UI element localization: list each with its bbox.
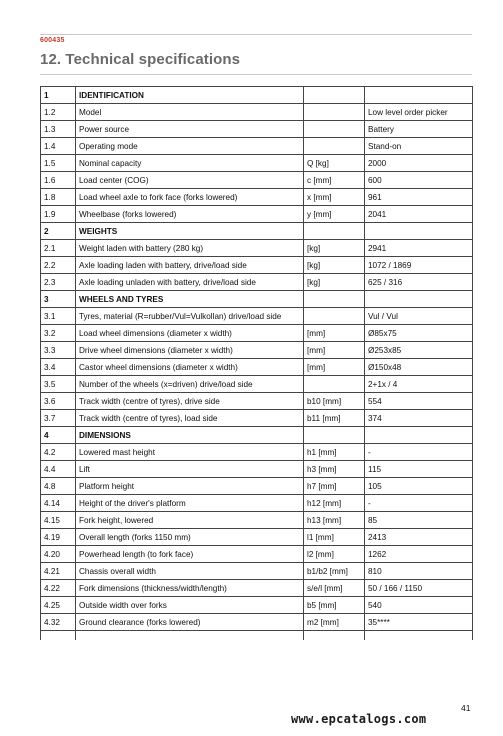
unit-cell: l2 [mm]	[304, 546, 365, 563]
table-trailing-space	[41, 631, 473, 640]
value-cell: 85	[365, 512, 473, 529]
unit-cell	[304, 291, 365, 308]
page-number: 41	[461, 703, 471, 713]
empty-cell	[76, 631, 304, 640]
document-code: 600435	[40, 37, 65, 44]
unit-cell: b10 [mm]	[304, 393, 365, 410]
value-cell: 1262	[365, 546, 473, 563]
section-header-row	[41, 291, 473, 308]
unit-cell: b1/b2 [mm]	[304, 563, 365, 580]
value-cell: 961	[365, 189, 473, 206]
description-cell: Axle loading laden with battery, drive/load side	[76, 257, 304, 274]
unit-cell: [kg]	[304, 274, 365, 291]
unit-cell: h13 [mm]	[304, 512, 365, 529]
table-row	[41, 308, 473, 325]
row-number-cell: 4.2	[41, 444, 76, 461]
table-row	[41, 546, 473, 563]
row-number-cell: 3.6	[41, 393, 76, 410]
unit-cell: [mm]	[304, 359, 365, 376]
value-cell	[365, 223, 473, 240]
row-number-cell: 1.2	[41, 104, 76, 121]
empty-cell	[41, 631, 76, 640]
empty-cell	[304, 631, 365, 640]
unit-cell	[304, 87, 365, 104]
table-row	[41, 189, 473, 206]
table-row	[41, 461, 473, 478]
unit-cell: y [mm]	[304, 206, 365, 223]
row-number-cell: 4.32	[41, 614, 76, 631]
unit-cell: s/e/l [mm]	[304, 580, 365, 597]
row-number-cell: 4.4	[41, 461, 76, 478]
row-number-cell: 3.1	[41, 308, 76, 325]
value-cell: 810	[365, 563, 473, 580]
unit-cell: [mm]	[304, 342, 365, 359]
unit-cell: h12 [mm]	[304, 495, 365, 512]
page-title: 12. Technical specifications	[40, 51, 241, 68]
description-cell: Nominal capacity	[76, 155, 304, 172]
top-rule	[40, 34, 472, 35]
row-number-cell: 2	[41, 223, 76, 240]
unit-cell: b5 [mm]	[304, 597, 365, 614]
description-cell: DIMENSIONS	[76, 427, 304, 444]
description-cell: WEIGHTS	[76, 223, 304, 240]
unit-cell: h7 [mm]	[304, 478, 365, 495]
table-row	[41, 478, 473, 495]
unit-cell: h1 [mm]	[304, 444, 365, 461]
table-row	[41, 206, 473, 223]
table-row	[41, 138, 473, 155]
row-number-cell: 1.9	[41, 206, 76, 223]
row-number-cell: 3.4	[41, 359, 76, 376]
unit-cell: m2 [mm]	[304, 614, 365, 631]
description-cell: Fork dimensions (thickness/width/length)	[76, 580, 304, 597]
unit-cell: [mm]	[304, 325, 365, 342]
description-cell: Fork height, lowered	[76, 512, 304, 529]
unit-cell	[304, 376, 365, 393]
description-cell: Outside width over forks	[76, 597, 304, 614]
row-number-cell: 2.3	[41, 274, 76, 291]
description-cell: Operating mode	[76, 138, 304, 155]
value-cell: 1072 / 1869	[365, 257, 473, 274]
description-cell: Lowered mast height	[76, 444, 304, 461]
table-row	[41, 257, 473, 274]
specifications-table	[40, 86, 473, 640]
value-cell: 374	[365, 410, 473, 427]
row-number-cell: 1.4	[41, 138, 76, 155]
watermark: www.epcatalogs.com	[291, 712, 427, 726]
value-cell	[365, 87, 473, 104]
table-row	[41, 410, 473, 427]
row-number-cell: 1	[41, 87, 76, 104]
row-number-cell: 4.14	[41, 495, 76, 512]
description-cell: Model	[76, 104, 304, 121]
table-row	[41, 325, 473, 342]
description-cell: Axle loading unladen with battery, drive/load side	[76, 274, 304, 291]
value-cell: 2041	[365, 206, 473, 223]
description-cell: Drive wheel dimensions (diameter x width)	[76, 342, 304, 359]
description-cell: Load center (COG)	[76, 172, 304, 189]
unit-cell: [kg]	[304, 240, 365, 257]
table-row	[41, 563, 473, 580]
value-cell: Battery	[365, 121, 473, 138]
value-cell: Ø253x85	[365, 342, 473, 359]
row-number-cell: 3	[41, 291, 76, 308]
value-cell: 625 / 316	[365, 274, 473, 291]
value-cell: 540	[365, 597, 473, 614]
description-cell: Wheelbase (forks lowered)	[76, 206, 304, 223]
value-cell: -	[365, 495, 473, 512]
row-number-cell: 4.8	[41, 478, 76, 495]
description-cell: Lift	[76, 461, 304, 478]
value-cell: 105	[365, 478, 473, 495]
row-number-cell: 3.2	[41, 325, 76, 342]
description-cell: WHEELS AND TYRES	[76, 291, 304, 308]
table-row	[41, 240, 473, 257]
table-row	[41, 121, 473, 138]
value-cell: 2000	[365, 155, 473, 172]
row-number-cell: 4.25	[41, 597, 76, 614]
table-row	[41, 512, 473, 529]
row-number-cell: 2.2	[41, 257, 76, 274]
unit-cell	[304, 427, 365, 444]
unit-cell	[304, 121, 365, 138]
value-cell: -	[365, 444, 473, 461]
value-cell: 115	[365, 461, 473, 478]
value-cell: Stand-on	[365, 138, 473, 155]
description-cell: Number of the wheels (x=driven) drive/load side	[76, 376, 304, 393]
specifications-table-body	[41, 87, 473, 640]
description-cell: Load wheel dimensions (diameter x width)	[76, 325, 304, 342]
row-number-cell: 4.22	[41, 580, 76, 597]
value-cell: 554	[365, 393, 473, 410]
table-row	[41, 393, 473, 410]
value-cell: 2+1x / 4	[365, 376, 473, 393]
row-number-cell: 2.1	[41, 240, 76, 257]
row-number-cell: 3.3	[41, 342, 76, 359]
value-cell: 2941	[365, 240, 473, 257]
table-row	[41, 444, 473, 461]
table-row	[41, 495, 473, 512]
table-row	[41, 274, 473, 291]
unit-cell: h3 [mm]	[304, 461, 365, 478]
row-number-cell: 3.7	[41, 410, 76, 427]
row-number-cell: 1.3	[41, 121, 76, 138]
unit-cell: b11 [mm]	[304, 410, 365, 427]
description-cell: Powerhead length (to fork face)	[76, 546, 304, 563]
row-number-cell: 4.21	[41, 563, 76, 580]
description-cell: Load wheel axle to fork face (forks lowered)	[76, 189, 304, 206]
description-cell: Ground clearance (forks lowered)	[76, 614, 304, 631]
value-cell: 50 / 166 / 1150	[365, 580, 473, 597]
value-cell: 35****	[365, 614, 473, 631]
unit-cell	[304, 308, 365, 325]
description-cell: IDENTIFICATION	[76, 87, 304, 104]
row-number-cell: 4.19	[41, 529, 76, 546]
unit-cell	[304, 104, 365, 121]
row-number-cell: 3.5	[41, 376, 76, 393]
value-cell: Ø150x48	[365, 359, 473, 376]
value-cell	[365, 291, 473, 308]
description-cell: Overall length (forks 1150 mm)	[76, 529, 304, 546]
table-row	[41, 104, 473, 121]
table-row	[41, 376, 473, 393]
table-row	[41, 342, 473, 359]
table-row	[41, 155, 473, 172]
row-number-cell: 1.6	[41, 172, 76, 189]
description-cell: Track width (centre of tyres), load side	[76, 410, 304, 427]
description-cell: Chassis overall width	[76, 563, 304, 580]
table-row	[41, 614, 473, 631]
description-cell: Tyres, material (R=rubber/Vul=Vulkollan) drive/load side	[76, 308, 304, 325]
value-cell: Low level order picker	[365, 104, 473, 121]
value-cell	[365, 427, 473, 444]
description-cell: Castor wheel dimensions (diameter x width)	[76, 359, 304, 376]
table-row	[41, 172, 473, 189]
table-row	[41, 359, 473, 376]
row-number-cell: 1.5	[41, 155, 76, 172]
section-header-row	[41, 223, 473, 240]
description-cell: Power source	[76, 121, 304, 138]
value-cell: 2413	[365, 529, 473, 546]
description-cell: Platform height	[76, 478, 304, 495]
row-number-cell: 1.8	[41, 189, 76, 206]
unit-cell: [kg]	[304, 257, 365, 274]
section-header-row	[41, 427, 473, 444]
value-cell: Vul / Vul	[365, 308, 473, 325]
table-row	[41, 529, 473, 546]
empty-cell	[365, 631, 473, 640]
unit-cell: x [mm]	[304, 189, 365, 206]
unit-cell	[304, 138, 365, 155]
row-number-cell: 4	[41, 427, 76, 444]
section-header-row	[41, 87, 473, 104]
value-cell: 600	[365, 172, 473, 189]
unit-cell: Q [kg]	[304, 155, 365, 172]
table-row	[41, 597, 473, 614]
description-cell: Weight laden with battery (280 kg)	[76, 240, 304, 257]
unit-cell	[304, 223, 365, 240]
row-number-cell: 4.20	[41, 546, 76, 563]
unit-cell: c [mm]	[304, 172, 365, 189]
description-cell: Track width (centre of tyres), drive side	[76, 393, 304, 410]
table-row	[41, 580, 473, 597]
row-number-cell: 4.15	[41, 512, 76, 529]
description-cell: Height of the driver's platform	[76, 495, 304, 512]
unit-cell: l1 [mm]	[304, 529, 365, 546]
value-cell: Ø85x75	[365, 325, 473, 342]
title-rule	[40, 74, 472, 75]
